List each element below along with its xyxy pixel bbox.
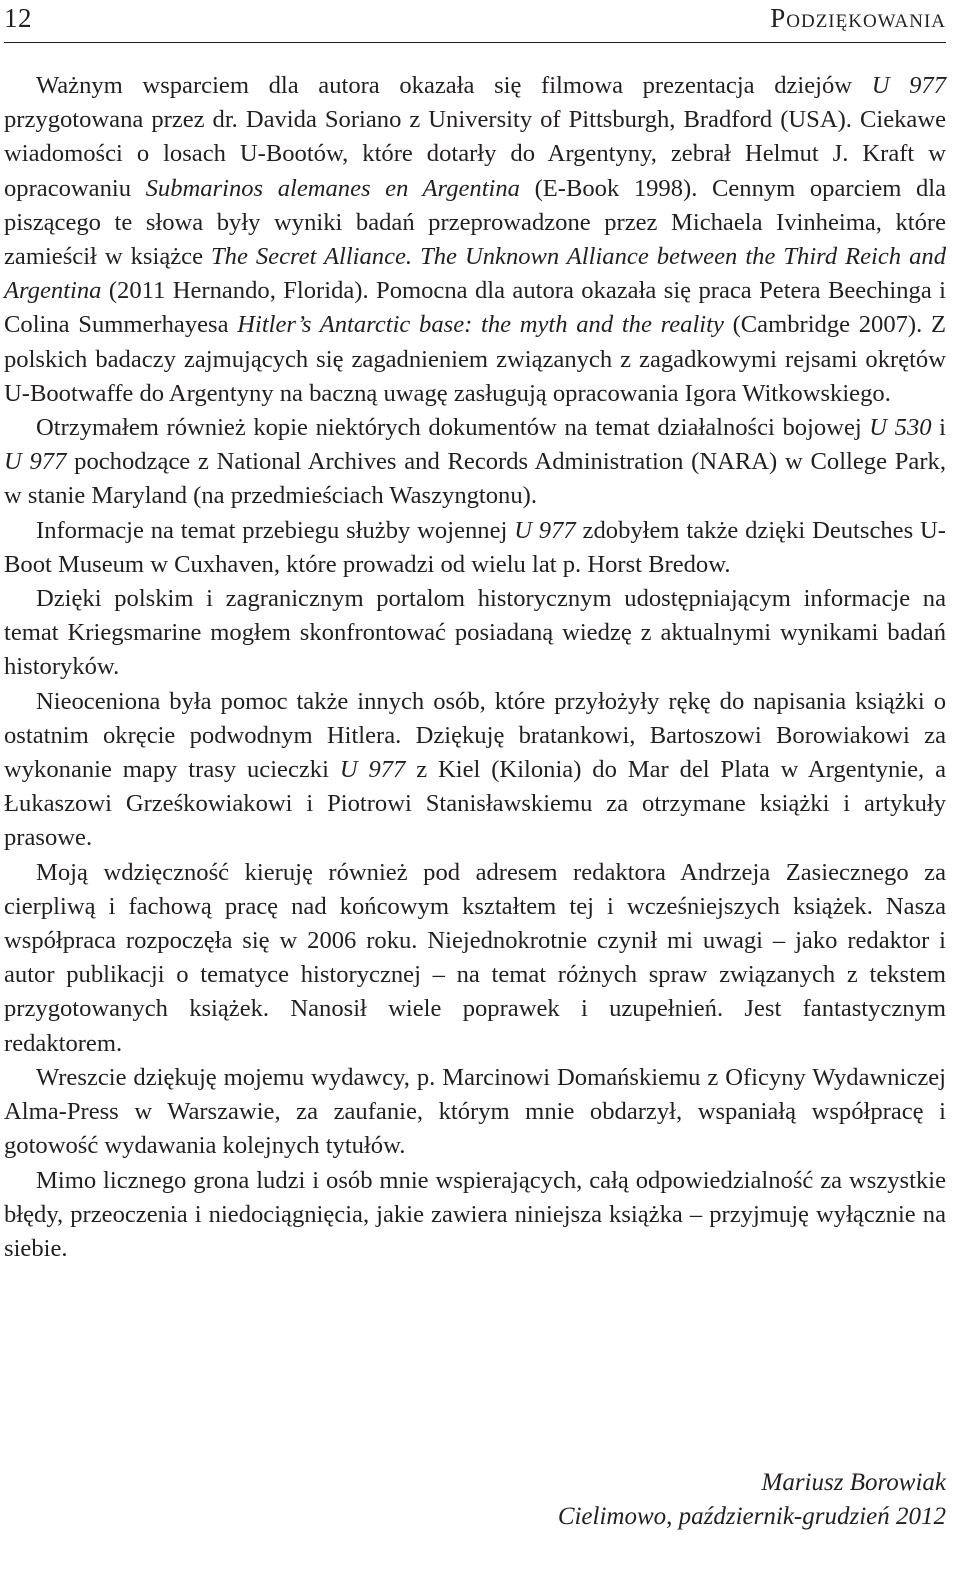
section-title: Podziękowania — [770, 3, 946, 33]
text-run: Ważnym wsparciem dla autora okazała się filmowa prezentacja dziejów — [36, 72, 872, 99]
text-run: Dzięki polskim i zagranicznym portalom historycznym udostępniającym informacje na temat Kriegsmarine mogłem skonfrontować posiadaną wiedzę z aktualnymi wynikami badań historyków. — [4, 585, 946, 681]
text-run: Wreszcie dziękuję mojemu wydawcy, p. Marcinowi Domańskiemu z Oficyny Wydawniczej Alma-Press w Warszawie, za zaufanie, którym mnie obdarzył, wspaniałą współpracę i gotowość wydawania kolejnych tytułów. — [4, 1063, 946, 1160]
text-run: Otrzymałem również kopie niektórych dokumentów na temat działalności bojowej — [36, 414, 870, 442]
text-run: zdobyłem także dzięki Deutsches U-Boot Museum w Cuxhaven, które prowadzi od wielu lat p. Horst Bredow. — [4, 516, 946, 578]
text-run: Informacje na temat przebiegu służby wojennej — [36, 516, 515, 544]
italic-run: Submarinos alemanes en Argentina — [145, 174, 520, 202]
author-name: Mariusz Borowiak — [761, 1469, 946, 1496]
text-run: i — [931, 414, 946, 442]
text-run: (E-Book 1998). Cennym oparciem dla piszącego te słowa były wyniki badań przeprowadzone przez Michaela Ivinheima, które zamieścił w książce — [4, 174, 946, 271]
running-head — [4, 0, 946, 43]
text-run: (Cambridge 2007). Z polskich badaczy zajmujących się zagadnieniem związanych z zagadkowymi rejsami okrętów U-Bootwaffe do Argentyny na baczną uwagę zasługują opracowania Igora Witkowskiego. — [4, 311, 946, 407]
paragraph — [4, 1164, 946, 1267]
text-run: Nieoceniona była pomoc także innych osób, które przyłożyły rękę do napisania książki o ostatnim okręcie podwodnym Hitlera. Dziękuję bratankowi, Bartoszowi Borowiakowi za wykonanie mapy trasy ucieczki — [4, 687, 946, 784]
text-run: (2011 Hernando, Florida). Pomocna dla autora okazała się praca Petera Beechinga i Colina Summerhayesa — [4, 277, 946, 339]
text-run: przygotowana przez dr. Davida Soriano z University of Pittsburgh, Bradford (USA). Ciekawe wiadomości o losach U-Bootów, które dotarły do Argentyny, zebrał Helmut J. Kraft w opracowaniu — [4, 106, 946, 202]
paragraph — [4, 1061, 946, 1164]
acknowledgements-text — [4, 69, 946, 1266]
italic-run: U 977 — [871, 72, 946, 99]
text-run: Moją wdzięczność kieruję również pod adresem redaktora Andrzeja Zasiecznego za cierpliwą i fachową pracę nad końcowym kształtem tej i wcześniejszych książek. Nasza współpraca rozpoczęła się w 2006 roku. Niejednokrotnie czynił mi uwagi – jako redaktor i autor publikacji o tematyce historycznej – na temat różnych spraw związanych z tekstem przygotowanych książek. Nanosił wiele poprawek i uzupełnień. Jest fantastycznym redaktorem. — [4, 858, 946, 1057]
text-run: pochodzące z National Archives and Records Administration (NARA) w College Park, w stanie Maryland (na przedmieściach Waszyngtonu). — [4, 448, 946, 510]
page-number: 12 — [4, 3, 32, 33]
italic-run: U 977 — [339, 756, 406, 784]
paragraph — [4, 411, 946, 514]
place-and-date: Cielimowo, październik-grudzień 2012 — [557, 1503, 946, 1530]
paragraph — [4, 685, 946, 856]
paragraph — [4, 582, 946, 685]
italic-run: U 977 — [514, 516, 576, 544]
text-run: Mimo licznego grona ludzi i osób mnie wspierających, całą odpowiedzialność za wszystkie błędy, przeoczenia i niedociągnięcia, jakie zawiera niniejsza książka – przyjmuję wyłącznie na siebie. — [4, 1166, 946, 1262]
italic-run: Hitler’s Antarctic base: the myth and the reality — [237, 311, 724, 339]
text-run: z Kiel (Kilonia) do Mar del Plata w Argentynie, a Łukaszowi Grześkowiakowi i Piotrowi Stanisławskiemu za otrzymane książki i artykuły prasowe. — [4, 756, 946, 852]
paragraph — [4, 514, 946, 582]
italic-run: The Secret Alliance. The Unknown Alliance between the Third Reich and Argentina — [4, 243, 946, 305]
italic-run: U 530 — [869, 414, 932, 442]
paragraph — [4, 856, 946, 1061]
paragraph — [4, 69, 946, 411]
italic-run: U 977 — [4, 448, 67, 476]
signature-block — [558, 1466, 946, 1534]
